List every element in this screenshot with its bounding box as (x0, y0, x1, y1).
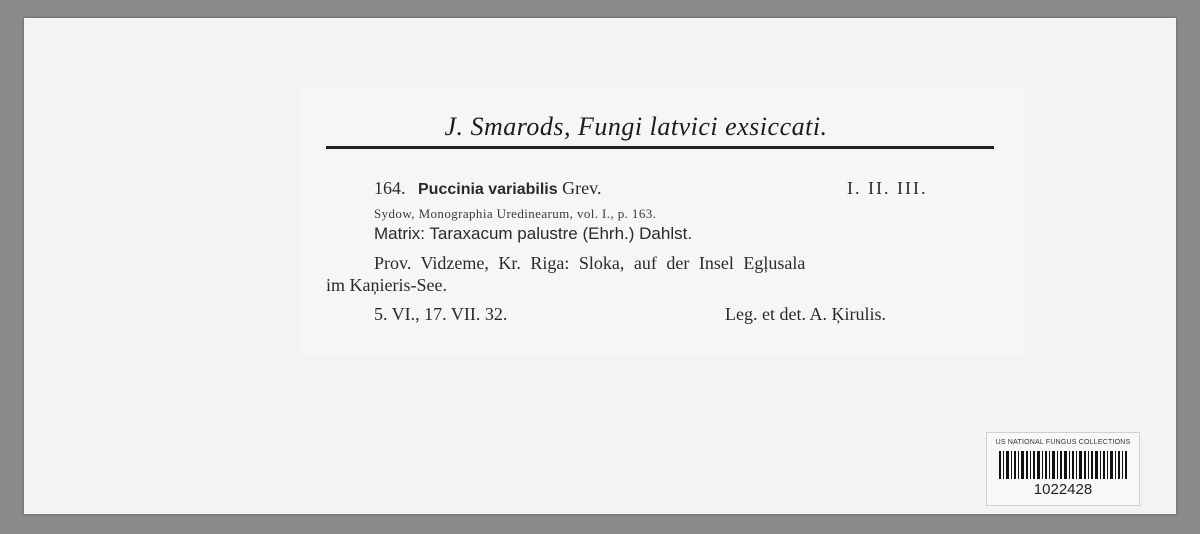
barcode-caption: US NATIONAL FUNGUS COLLECTIONS (995, 439, 1131, 446)
barcode-icon (999, 451, 1127, 479)
locality-line-1: Prov. Vidzeme, Kr. Riga: Sloka, auf der Insel Egļusala (374, 253, 806, 273)
collector-line: Leg. et det. A. Ķirulis. (725, 304, 886, 324)
host-matrix: Matrix: Taraxacum palustre (Ehrh.) Dahlst. (374, 224, 693, 243)
specimen-label (302, 88, 1024, 354)
title-rule (326, 146, 994, 149)
species-name: Puccinia variabilis (418, 181, 558, 198)
barcode-label (986, 432, 1140, 506)
species-author: Grev. (562, 178, 602, 198)
literature-reference: Sydow, Monographia Uredinearum, vol. I., p. 163. (374, 206, 657, 221)
herbarium-sheet (24, 18, 1176, 514)
locality-line-2: im Kaņieris-See. (326, 275, 447, 295)
catalog-number: 1022428 (1033, 481, 1093, 498)
collection-dates: 5. VI., 17. VII. 32. (374, 304, 508, 324)
exsiccata-number: 164. (374, 178, 406, 198)
label-title: J. Smarods, Fungi latvici exsiccati. (444, 112, 828, 141)
species-line (374, 178, 601, 199)
spore-stages: I. II. III. (847, 178, 928, 198)
